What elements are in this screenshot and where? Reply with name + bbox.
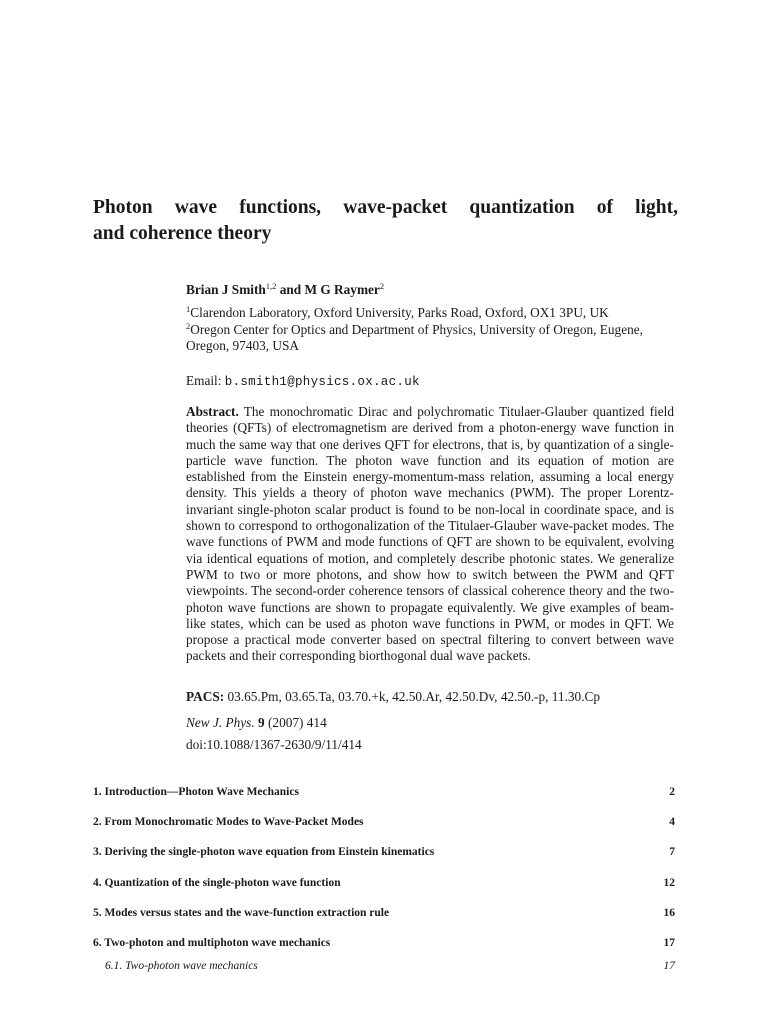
toc-entry-page: 17 [663, 960, 675, 972]
affiliation-1 [186, 305, 674, 322]
title-line-2: and coherence theory [93, 223, 272, 244]
toc-entry[interactable] [93, 877, 675, 893]
abstract-text: The monochromatic Dirac and polychromatic Titulaer-Glauber quantized field theories (QFTs) of electromagnetism are derived from a photon-energy wave function in much the same way that one derives QFT for electrons, that is, by quantization of a single-particle wave function. The photon wave function and its equation of motion are established from the Einstein energy-momentum-mass relation, assuming a local energy density. This yields a theory of photon wave mechanics (PWM). The proper Lorentz-invariant single-photon scalar product is found to be non-local in coordinate space, and is shown to correspond to orthogonalization of the Titulaer-Glauber wave-packet modes. The wave functions of PWM and mode functions of QFT are shown to be equivalent, evolving via identical equations of motion, and completely describe photonic states. We generalize PWM to two or more photons, and show how to switch between the PWM and QFT viewpoints. The second-order coherence tensors of classical coherence theory and the two-photon wave functions are shown to propagate equivalently. We give examples of beam-like states, which can be used as photon wave functions in PWM, or modes in QFT. We propose a practical mode converter based on spectral filtering to convert between wave packets and their corresponding biorthogonal dual wave packets. [186, 404, 674, 664]
affiliation-marker: 1,2 [265, 281, 277, 291]
affiliation-marker: 2 [186, 320, 191, 331]
pacs-label: PACS: [186, 689, 225, 704]
toc-entry-label: 6. Two-photon and multiphoton wave mechanics [93, 937, 331, 949]
author-name: M G Raymer [304, 282, 380, 297]
toc-entry-page: 2 [669, 786, 675, 798]
email-link[interactable]: b.smith1@physics.ox.ac.uk [224, 375, 420, 389]
toc-entry-page: 12 [663, 877, 675, 889]
journal-year-page: (2007) 414 [264, 715, 327, 730]
toc-subentry[interactable] [105, 960, 675, 976]
affiliation-2 [186, 322, 674, 355]
affiliation-marker: 1 [186, 304, 191, 314]
author-conjunction: and [276, 282, 305, 297]
journal-volume: 9 [258, 715, 265, 730]
journal-name: New J. Phys. [186, 715, 255, 730]
pacs-line [186, 689, 674, 706]
toc-entry-page: 7 [669, 846, 675, 858]
toc-entry[interactable] [93, 846, 675, 862]
toc-entry-label: 5. Modes versus states and the wave-function extraction rule [93, 907, 390, 919]
paper-title [93, 195, 678, 247]
email-line [186, 373, 674, 391]
toc-entry-label: 4. Quantization of the single-photon wave function [93, 877, 341, 889]
pacs-codes: 03.65.Pm, 03.65.Ta, 03.70.+k, 42.50.Ar, 42.50.Dv, 42.50.-p, 11.30.Cp [224, 689, 601, 704]
abstract-label: Abstract. [186, 404, 239, 419]
affiliation-marker: 2 [379, 281, 385, 291]
toc-entry-page: 4 [669, 816, 675, 828]
affiliations [186, 305, 674, 355]
toc-entry-page: 16 [663, 907, 675, 919]
abstract [186, 404, 674, 665]
affiliation-text: Oregon Center for Optics and Department of Physics, University of Oregon, Eugene, Oregon, 97403, USA [186, 321, 643, 353]
toc-entry[interactable] [93, 816, 675, 832]
email-label: Email: [186, 373, 225, 388]
title-line-1: Photon wave functions, wave-packet quantization of light, [93, 197, 678, 218]
toc-entry[interactable] [93, 907, 675, 923]
doi[interactable]: doi:10.1088/1367-2630/9/11/414 [186, 737, 362, 752]
toc-entry-label: 1. Introduction—Photon Wave Mechanics [93, 786, 299, 798]
toc-entry-label: 2. From Monochromatic Modes to Wave-Packet Modes [93, 816, 364, 828]
affiliation-text: Clarendon Laboratory, Oxford University, Parks Road, Oxford, OX1 3PU, UK [190, 305, 609, 320]
toc-entry[interactable] [93, 937, 675, 953]
toc-entry[interactable] [93, 786, 675, 802]
author-name: Brian J Smith [186, 282, 266, 297]
journal-reference [186, 715, 674, 732]
toc-entry-label: 3. Deriving the single-photon wave equation from Einstein kinematics [93, 846, 435, 858]
toc-entry-page: 17 [663, 937, 675, 949]
toc-entry-label: 6.1. Two-photon wave mechanics [105, 960, 258, 972]
author-list [186, 282, 674, 299]
